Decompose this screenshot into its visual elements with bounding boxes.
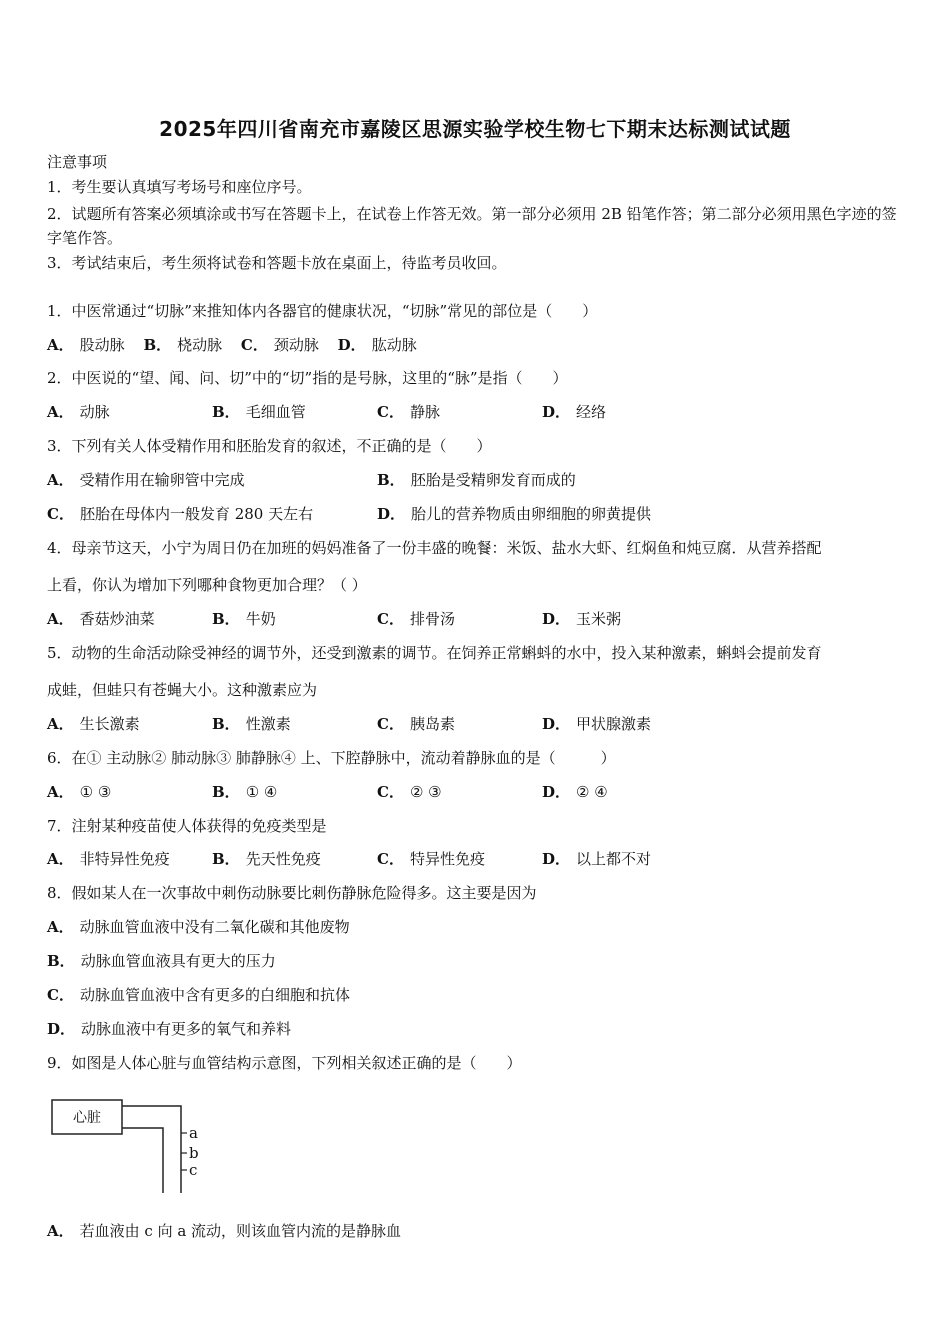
option-c: C． 特异性免疫 (377, 850, 485, 868)
question-9-stem: 9．如图是人体心脏与血管结构示意图，下列相关叙述正确的是（ ） (47, 1054, 522, 1072)
option-c: C． ② ③ (377, 783, 442, 801)
option-a: A． 股动脉 (47, 336, 125, 354)
page-title: 2025年四川省南充市嘉陵区思源实验学校生物七下期末达标测试试题 (159, 117, 791, 141)
option-d: D． 甲状腺激素 (542, 715, 652, 733)
option-d: D． 肱动脉 (337, 336, 417, 354)
option-c: C． 颈动脉 (240, 336, 319, 354)
question-5-stem-line-2: 成蛙，但蛙只有苍蝇大小。这种激素应为 (47, 681, 318, 699)
notice-item-3: 3．考试结束后，考生须将试卷和答题卡放在桌面上，待监考员收回。 (47, 254, 507, 272)
label-a: a (189, 1124, 198, 1142)
question-5-stem-line-1: 5．动物的生命活动除受神经的调节外，还受到激素的调节。在饲养正常蝌蚪的水中，投入某种激素，蝌蚪会提前发育 (47, 644, 822, 662)
option-c: C． 排骨汤 (377, 610, 455, 628)
question-3-stem: 3．下列有关人体受精作用和胚胎发育的叙述，不正确的是（ ） (47, 437, 492, 455)
question-1-options (47, 335, 431, 355)
question-4-stem-line-2: 上看，你认为增加下列哪种食物更加合理？（ ） (47, 576, 367, 594)
question-8-option-a: A． 动脉血管血液中没有二氧化碳和其他废物 (47, 918, 350, 936)
question-4-options (47, 609, 907, 629)
option-b: B． 桡动脉 (143, 336, 223, 354)
question-5-options (47, 714, 907, 734)
question-3-options-row-1 (47, 470, 907, 490)
question-2-stem: 2．中医说的“望、闻、问、切”中的“切”指的是号脉，这里的“脉”是指（ ） (47, 369, 568, 387)
heart-label: 心脏 (73, 1110, 101, 1126)
question-8-option-b: B． 动脉血管血液具有更大的压力 (47, 952, 276, 970)
question-9-option-a: A． 若血液由 c 向 a 流动，则该血管内流的是静脉血 (47, 1222, 402, 1240)
heart-vessel-diagram (48, 1093, 218, 1203)
question-7-stem: 7．注射某种疫苗使人体获得的免疫类型是 (47, 817, 327, 835)
question-8-option-c: C． 动脉血管血液中含有更多的白细胞和抗体 (47, 986, 350, 1004)
label-c: c (189, 1161, 198, 1179)
option-a: A． 香菇炒油菜 (47, 610, 155, 628)
option-b: B． 胚胎是受精卵发育而成的 (377, 471, 576, 489)
option-b: B． 性激素 (212, 715, 291, 733)
question-3-options-row-2 (47, 504, 907, 524)
option-b: B． ① ④ (212, 783, 278, 801)
option-a: A． 动脉 (47, 403, 110, 421)
option-c: C． 胰岛素 (377, 715, 455, 733)
option-b: B． 先天性免疫 (212, 850, 321, 868)
notice-heading: 注意事项 (47, 153, 108, 171)
option-a: A． ① ③ (47, 783, 112, 801)
notice-item-2: 2．试题所有答案必须填涂或书写在答题卡上，在试卷上作答无效。第一部分必须用 2B 铅笔作答；第二部分必须用黑色字迹的签字笔作答。 (47, 205, 897, 247)
option-d: D． 以上都不对 (542, 850, 652, 868)
question-1-stem: 1．中医常通过“切脉”来推知体内各器官的健康状况，“切脉”常见的部位是（ ） (47, 302, 598, 320)
option-c: C． 胚胎在母体内一般发育 280 天左右 (47, 505, 314, 523)
option-a: A． 非特异性免疫 (47, 850, 170, 868)
vessel-inner-wall (122, 1128, 163, 1193)
question-6-options (47, 782, 907, 802)
question-4-stem-line-1: 4．母亲节这天，小宁为周日仍在加班的妈妈准备了一份丰盛的晚餐：米饭、盐水大虾、红焖鱼和炖豆腐．从营养搭配 (47, 539, 822, 557)
option-b: B． 毛细血管 (212, 403, 306, 421)
option-d: D． 经络 (542, 403, 607, 421)
question-7-options (47, 849, 907, 869)
notice-item-1: 1．考生要认真填写考场号和座位序号。 (47, 178, 312, 196)
question-8-stem: 8．假如某人在一次事故中刺伤动脉要比刺伤静脉危险得多。这主要是因为 (47, 884, 537, 902)
option-b: B． 牛奶 (212, 610, 276, 628)
question-8-option-d: D． 动脉血液中有更多的氧气和养料 (47, 1020, 292, 1038)
option-d: D． ② ④ (542, 783, 608, 801)
option-d: D． 胎儿的营养物质由卵细胞的卵黄提供 (377, 505, 652, 523)
label-b: b (189, 1144, 199, 1162)
vessel-outer-wall (122, 1106, 181, 1193)
option-a: A． 受精作用在输卵管中完成 (47, 471, 245, 489)
question-2-options (47, 402, 907, 422)
option-a: A． 生长激素 (47, 715, 140, 733)
question-6-stem: 6．在① 主动脉② 肺动脉③ 肺静脉④ 上、下腔静脉中，流动着静脉血的是（ ） (47, 749, 616, 767)
option-c: C． 静脉 (377, 403, 440, 421)
option-d: D． 玉米粥 (542, 610, 622, 628)
